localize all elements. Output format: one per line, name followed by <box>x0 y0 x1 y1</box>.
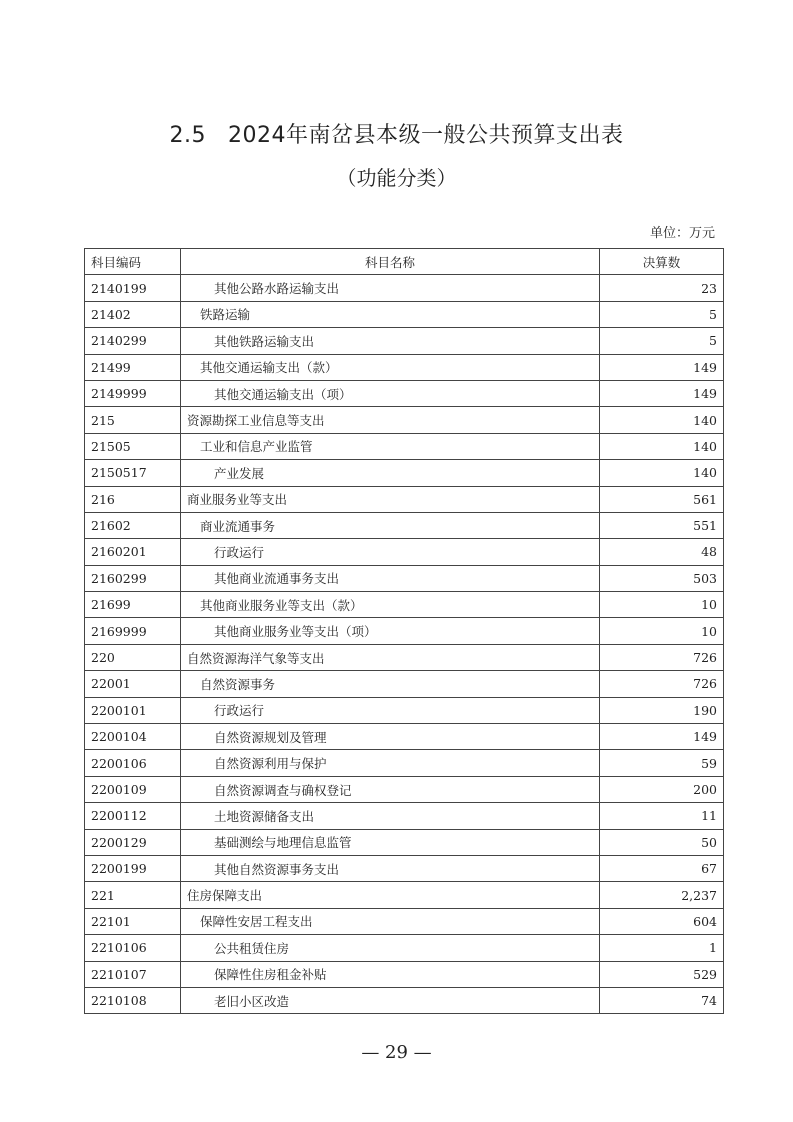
table-row <box>85 935 724 961</box>
row-name: 行政运行 <box>181 539 600 565</box>
table-row <box>85 354 724 380</box>
row-name: 商业流通事务 <box>181 512 600 538</box>
expenditure-table <box>84 248 724 1014</box>
row-amount: 10 <box>600 618 724 644</box>
row-code: 221 <box>85 882 181 908</box>
row-amount: 604 <box>600 908 724 934</box>
row-amount: 59 <box>600 750 724 776</box>
row-name: 资源勘探工业信息等支出 <box>181 407 600 433</box>
row-name: 自然资源事务 <box>181 671 600 697</box>
row-name: 自然资源海洋气象等支出 <box>181 644 600 670</box>
table-row <box>85 460 724 486</box>
row-amount: 149 <box>600 380 724 406</box>
row-code: 21402 <box>85 301 181 327</box>
row-code: 2200106 <box>85 750 181 776</box>
table-row <box>85 486 724 512</box>
row-code: 216 <box>85 486 181 512</box>
page-subtitle: （功能分类） <box>336 166 457 190</box>
row-code: 2140299 <box>85 328 181 354</box>
row-amount: 149 <box>600 724 724 750</box>
row-code: 2200101 <box>85 697 181 723</box>
row-code: 2200199 <box>85 855 181 881</box>
section-number: 2.5 <box>169 123 206 148</box>
row-code: 2200129 <box>85 829 181 855</box>
table-row <box>85 697 724 723</box>
row-amount: 74 <box>600 987 724 1013</box>
row-name: 其他商业服务业等支出（款） <box>181 592 600 618</box>
row-name: 其他商业流通事务支出 <box>181 565 600 591</box>
row-amount: 1 <box>600 935 724 961</box>
row-amount: 190 <box>600 697 724 723</box>
header-amount: 决算数 <box>600 249 724 275</box>
row-name: 商业服务业等支出 <box>181 486 600 512</box>
row-code: 2200104 <box>85 724 181 750</box>
table-row <box>85 750 724 776</box>
row-code: 2210108 <box>85 987 181 1013</box>
row-amount: 149 <box>600 354 724 380</box>
row-amount: 11 <box>600 803 724 829</box>
table-row <box>85 539 724 565</box>
row-code: 22101 <box>85 908 181 934</box>
unit-label: 单位：万元 <box>649 226 715 241</box>
row-amount: 2,237 <box>600 882 724 908</box>
row-name: 产业发展 <box>181 460 600 486</box>
row-name: 自然资源调查与确权登记 <box>181 776 600 802</box>
table-row <box>85 829 724 855</box>
table-row <box>85 618 724 644</box>
header-name: 科目名称 <box>181 249 600 275</box>
table-row <box>85 882 724 908</box>
row-name: 其他公路水路运输支出 <box>181 275 600 301</box>
table-row <box>85 407 724 433</box>
row-amount: 48 <box>600 539 724 565</box>
row-name: 其他交通运输支出（款） <box>181 354 600 380</box>
row-code: 2210106 <box>85 935 181 961</box>
table-row <box>85 724 724 750</box>
table-row <box>85 592 724 618</box>
row-code: 2169999 <box>85 618 181 644</box>
row-name: 基础测绘与地理信息监管 <box>181 829 600 855</box>
table-row <box>85 961 724 987</box>
row-name: 其他商业服务业等支出（项） <box>181 618 600 644</box>
row-amount: 200 <box>600 776 724 802</box>
row-amount: 503 <box>600 565 724 591</box>
table-row <box>85 671 724 697</box>
table-row <box>85 987 724 1013</box>
table-row <box>85 275 724 301</box>
row-name: 工业和信息产业监管 <box>181 433 600 459</box>
row-code: 2200112 <box>85 803 181 829</box>
row-amount: 726 <box>600 644 724 670</box>
row-amount: 551 <box>600 512 724 538</box>
row-name: 公共租赁住房 <box>181 935 600 961</box>
table-row <box>85 380 724 406</box>
row-code: 2160299 <box>85 565 181 591</box>
row-name: 老旧小区改造 <box>181 987 600 1013</box>
row-name: 铁路运输 <box>181 301 600 327</box>
row-amount: 726 <box>600 671 724 697</box>
table-row <box>85 776 724 802</box>
row-code: 21699 <box>85 592 181 618</box>
row-code: 215 <box>85 407 181 433</box>
row-amount: 50 <box>600 829 724 855</box>
row-amount: 140 <box>600 407 724 433</box>
table-row <box>85 328 724 354</box>
table-row <box>85 644 724 670</box>
row-code: 21505 <box>85 433 181 459</box>
row-amount: 5 <box>600 328 724 354</box>
row-name: 保障性安居工程支出 <box>181 908 600 934</box>
row-code: 2149999 <box>85 380 181 406</box>
row-amount: 529 <box>600 961 724 987</box>
row-code: 21602 <box>85 512 181 538</box>
row-name: 自然资源规划及管理 <box>181 724 600 750</box>
row-amount: 23 <box>600 275 724 301</box>
table-row <box>85 908 724 934</box>
table-row <box>85 433 724 459</box>
table-header-row <box>85 249 724 275</box>
row-amount: 5 <box>600 301 724 327</box>
row-name: 行政运行 <box>181 697 600 723</box>
header-code: 科目编码 <box>85 249 181 275</box>
row-code: 2200109 <box>85 776 181 802</box>
row-name: 保障性住房租金补贴 <box>181 961 600 987</box>
row-amount: 561 <box>600 486 724 512</box>
table-row <box>85 565 724 591</box>
row-name: 其他交通运输支出（项） <box>181 380 600 406</box>
page-title <box>0 118 793 149</box>
row-name: 土地资源储备支出 <box>181 803 600 829</box>
page-number: — 29 — <box>361 1042 432 1063</box>
row-name: 住房保障支出 <box>181 882 600 908</box>
title-text: 2024年南岔县本级一般公共预算支出表 <box>228 123 624 148</box>
row-code: 2160201 <box>85 539 181 565</box>
row-name: 自然资源利用与保护 <box>181 750 600 776</box>
row-name: 其他铁路运输支出 <box>181 328 600 354</box>
row-code: 2210107 <box>85 961 181 987</box>
table-row <box>85 855 724 881</box>
row-code: 2150517 <box>85 460 181 486</box>
row-code: 21499 <box>85 354 181 380</box>
row-amount: 10 <box>600 592 724 618</box>
row-amount: 140 <box>600 460 724 486</box>
row-amount: 140 <box>600 433 724 459</box>
row-amount: 67 <box>600 855 724 881</box>
row-code: 2140199 <box>85 275 181 301</box>
row-code: 220 <box>85 644 181 670</box>
row-name: 其他自然资源事务支出 <box>181 855 600 881</box>
table-row <box>85 803 724 829</box>
table-row <box>85 512 724 538</box>
table-row <box>85 301 724 327</box>
row-code: 22001 <box>85 671 181 697</box>
